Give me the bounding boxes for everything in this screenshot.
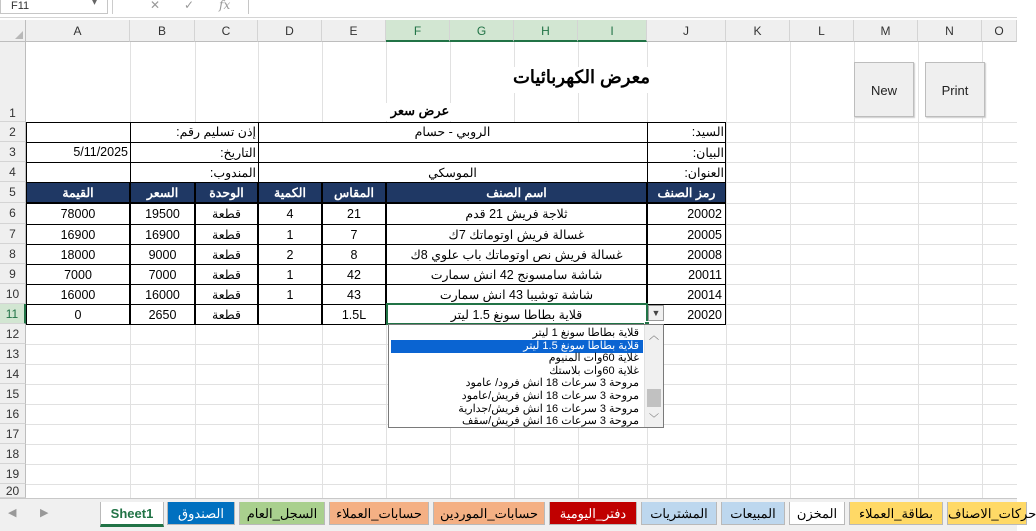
- dropdown-option[interactable]: مروحة 3 سرعات 16 انش فريش/سقف: [462, 415, 639, 428]
- customer-value[interactable]: الروبي - حسام: [414, 125, 491, 139]
- sheet-tab[interactable]: المخزن: [789, 502, 845, 525]
- table-cell-code[interactable]: 20005: [647, 224, 726, 245]
- row-header-2[interactable]: 2: [0, 122, 26, 142]
- info-divider: [26, 142, 726, 143]
- row-header-12[interactable]: 12: [0, 324, 26, 344]
- new-button[interactable]: New: [854, 62, 914, 117]
- delivery-number-label: إذن تسليم رقم:: [176, 125, 256, 139]
- table-cell-name[interactable]: شاشة توشيبا 43 انش سمارت: [386, 284, 647, 305]
- column-header-d[interactable]: D: [258, 20, 322, 42]
- info-divider: [26, 162, 726, 163]
- document-title: عرض سعر: [330, 103, 510, 121]
- dropdown-option[interactable]: قلاية بطاطا سونغ 1 ليتر: [532, 327, 639, 339]
- table-cell-price[interactable]: 19500: [130, 203, 195, 225]
- sheet-tab[interactable]: السجل_العام: [239, 502, 325, 525]
- gridline-v: [790, 42, 791, 498]
- gridline-v: [726, 42, 727, 498]
- column-header-f[interactable]: F: [386, 20, 450, 42]
- table-cell-value[interactable]: 16900: [26, 224, 130, 245]
- customer-label: السيد:: [691, 125, 724, 139]
- tab-scroll-right-icon[interactable]: ▶: [40, 507, 49, 519]
- table-cell-qty[interactable]: 4: [258, 203, 322, 225]
- table-cell-unit[interactable]: قطعة: [195, 264, 258, 285]
- scroll-down-icon[interactable]: ﹀: [649, 414, 659, 425]
- row-header-20[interactable]: 20: [0, 484, 26, 498]
- table-cell-price[interactable]: 16900: [130, 224, 195, 245]
- dropdown-option[interactable]: مروحة 3 سرعات 18 انش فرود/ عامود: [465, 377, 639, 390]
- column-header-j[interactable]: J: [647, 20, 726, 42]
- info-divider: [647, 122, 648, 183]
- scroll-up-icon[interactable]: ︿: [649, 331, 659, 342]
- info-divider: [130, 122, 131, 183]
- table-cell-value[interactable]: 78000: [26, 203, 130, 225]
- table-cell-qty[interactable]: 1: [258, 264, 322, 285]
- table-header-price: السعر: [130, 182, 195, 203]
- function-icon[interactable]: fx: [219, 0, 231, 12]
- info-divider: [258, 122, 259, 183]
- enter-icon[interactable]: ✓: [184, 0, 195, 12]
- table-cell-size[interactable]: 42: [322, 264, 386, 285]
- select-all-corner[interactable]: [0, 20, 26, 42]
- sheet-tab[interactable]: المشتريات: [641, 502, 717, 525]
- table-cell-size[interactable]: 7: [322, 224, 386, 245]
- table-cell-value[interactable]: 18000: [26, 244, 130, 265]
- row-header-11[interactable]: 11: [0, 304, 26, 324]
- sheet-tab[interactable]: بطاقة_العملاء: [849, 502, 943, 525]
- row-header-15[interactable]: 15: [0, 384, 26, 404]
- sheet-tab[interactable]: حسابات_الموردين: [433, 502, 545, 525]
- table-cell-price[interactable]: 7000: [130, 264, 195, 285]
- gridline-h: [26, 464, 1017, 465]
- gridline-h: [26, 484, 1017, 485]
- row-header-6[interactable]: 6: [0, 203, 26, 224]
- cancel-icon[interactable]: ✕: [150, 0, 161, 12]
- table-cell-size[interactable]: 21: [322, 203, 386, 225]
- company-title: معرض الكهربائيات: [460, 67, 650, 93]
- table-cell-code[interactable]: 20020: [647, 304, 726, 325]
- table-cell-size[interactable]: 8: [322, 244, 386, 265]
- column-header-k[interactable]: K: [726, 20, 790, 42]
- dropdown-option[interactable]: غلاية 60وات المنيوم: [548, 352, 639, 365]
- table-cell-qty[interactable]: 1: [258, 224, 322, 245]
- table-cell-name[interactable]: ثلاجة فريش 21 قدم: [386, 203, 647, 225]
- row-header-8[interactable]: 8: [0, 244, 26, 264]
- row-header-14[interactable]: 14: [0, 364, 26, 384]
- column-header-m[interactable]: M: [854, 20, 918, 42]
- table-cell-value[interactable]: 7000: [26, 264, 130, 285]
- row-header-1[interactable]: 1: [0, 42, 26, 122]
- column-header-a[interactable]: A: [26, 20, 130, 42]
- row-header-10[interactable]: 10: [0, 284, 26, 304]
- column-header-n[interactable]: N: [918, 20, 982, 42]
- gridline-h: [26, 444, 1017, 445]
- table-cell-size[interactable]: 1.5L: [322, 304, 386, 325]
- table-cell-unit[interactable]: قطعة: [195, 284, 258, 305]
- statement-label: البيان:: [692, 146, 724, 160]
- column-header-l[interactable]: L: [790, 20, 854, 42]
- table-cell-qty[interactable]: 2: [258, 244, 322, 265]
- dropdown-option[interactable]: قلاية بطاطا سونغ 1.5 ليتر: [391, 340, 643, 353]
- date-value[interactable]: 5/11/2025: [73, 145, 128, 159]
- table-cell-unit[interactable]: قطعة: [195, 224, 258, 245]
- table-cell-name[interactable]: غسالة فريش نص اوتوماتك باب علوي 8ك: [386, 244, 647, 265]
- name-box-dropdown-icon[interactable]: ▾: [92, 0, 98, 8]
- row-header-17[interactable]: 17: [0, 424, 26, 444]
- row-header-9[interactable]: 9: [0, 264, 26, 284]
- sheet-tab[interactable]: المبيعات: [721, 502, 785, 525]
- sheet-tab[interactable]: حركات_الاصناف: [947, 502, 1027, 525]
- column-header-b[interactable]: B: [130, 20, 195, 42]
- name-box[interactable]: F11: [0, 0, 108, 14]
- row-header-19[interactable]: 19: [0, 464, 26, 484]
- column-header-e[interactable]: E: [322, 20, 386, 42]
- validation-dropdown-list[interactable]: [388, 324, 664, 428]
- print-button[interactable]: Print: [925, 62, 985, 117]
- table-cell-name[interactable]: غسالة فريش اوتوماتك 7ك: [386, 224, 647, 245]
- tab-scroll-left-icon[interactable]: ◀: [8, 507, 17, 519]
- scroll-thumb[interactable]: [647, 389, 661, 407]
- table-header-code: رمز الصنف: [647, 182, 726, 203]
- gridline-v: [918, 42, 919, 498]
- table-cell-price[interactable]: 2650: [130, 304, 195, 325]
- table-cell-code[interactable]: 20014: [647, 284, 726, 305]
- table-cell-qty[interactable]: 1: [258, 284, 322, 305]
- column-header-h[interactable]: H: [514, 20, 578, 42]
- active-cell-border: [386, 303, 648, 325]
- formula-bar-divider: [112, 0, 113, 14]
- sheet-tab[interactable]: حسابات_العملاء: [329, 502, 429, 525]
- dropdown-scrollbar[interactable]: [644, 325, 663, 427]
- row-header-5[interactable]: 5: [0, 182, 26, 203]
- column-header-c[interactable]: C: [195, 20, 258, 42]
- table-header-size: المقاس: [322, 182, 386, 203]
- rep-label: المندوب:: [209, 166, 256, 180]
- table-cell-size[interactable]: 43: [322, 284, 386, 305]
- table-cell-unit[interactable]: قطعة: [195, 244, 258, 265]
- table-cell-name[interactable]: شاشة سامسونج 42 انش سمارت: [386, 264, 647, 285]
- table-cell-value[interactable]: 16000: [26, 284, 130, 305]
- table-cell-code[interactable]: 20011: [647, 264, 726, 285]
- table-cell-unit[interactable]: قطعة: [195, 304, 258, 325]
- row-header-3[interactable]: 3: [0, 142, 26, 162]
- table-cell-price[interactable]: 16000: [130, 284, 195, 305]
- table-header-unit: الوحدة: [195, 182, 258, 203]
- column-header-g[interactable]: G: [450, 20, 514, 42]
- cell-dropdown-button[interactable]: ▼: [648, 305, 664, 321]
- sheet-tab[interactable]: الصندوق: [167, 502, 235, 525]
- address-label: العنوان:: [684, 166, 724, 180]
- formula-input[interactable]: [248, 0, 1017, 14]
- table-cell-name[interactable]: قلاية بطاطا سونغ 1.5 ليتر: [386, 304, 647, 325]
- row-header-4[interactable]: 4: [0, 162, 26, 182]
- dropdown-option[interactable]: مروحة 3 سرعات 18 انش فريش/عامود: [461, 390, 639, 402]
- table-cell-qty[interactable]: [258, 304, 322, 325]
- row-header-16[interactable]: 16: [0, 404, 26, 424]
- row-header-13[interactable]: 13: [0, 344, 26, 364]
- row-header-18[interactable]: 18: [0, 444, 26, 464]
- table-header-qty: الكمية: [258, 182, 322, 203]
- table-cell-code[interactable]: 20002: [647, 203, 726, 225]
- row-header-7[interactable]: 7: [0, 224, 26, 244]
- table-cell-value[interactable]: 0: [26, 304, 130, 325]
- table-header-value: القيمة: [26, 182, 130, 203]
- table-cell-price[interactable]: 9000: [130, 244, 195, 265]
- dropdown-option[interactable]: غلاية 60وات بلاستك: [549, 364, 639, 377]
- column-header-i[interactable]: I: [578, 20, 647, 42]
- dropdown-option[interactable]: مروحة 3 سرعات 16 انش فريش/جدارية: [458, 402, 639, 415]
- sheet-tab[interactable]: دفتر_اليومية: [549, 502, 637, 525]
- table-header-name: اسم الصنف: [386, 182, 647, 203]
- date-label: التاريخ:: [220, 146, 256, 160]
- address-value[interactable]: الموسكي: [428, 166, 477, 180]
- table-cell-code[interactable]: 20008: [647, 244, 726, 265]
- table-cell-unit[interactable]: قطعة: [195, 203, 258, 225]
- column-header-o[interactable]: O: [982, 20, 1017, 42]
- sheet-tab[interactable]: Sheet1: [100, 502, 164, 527]
